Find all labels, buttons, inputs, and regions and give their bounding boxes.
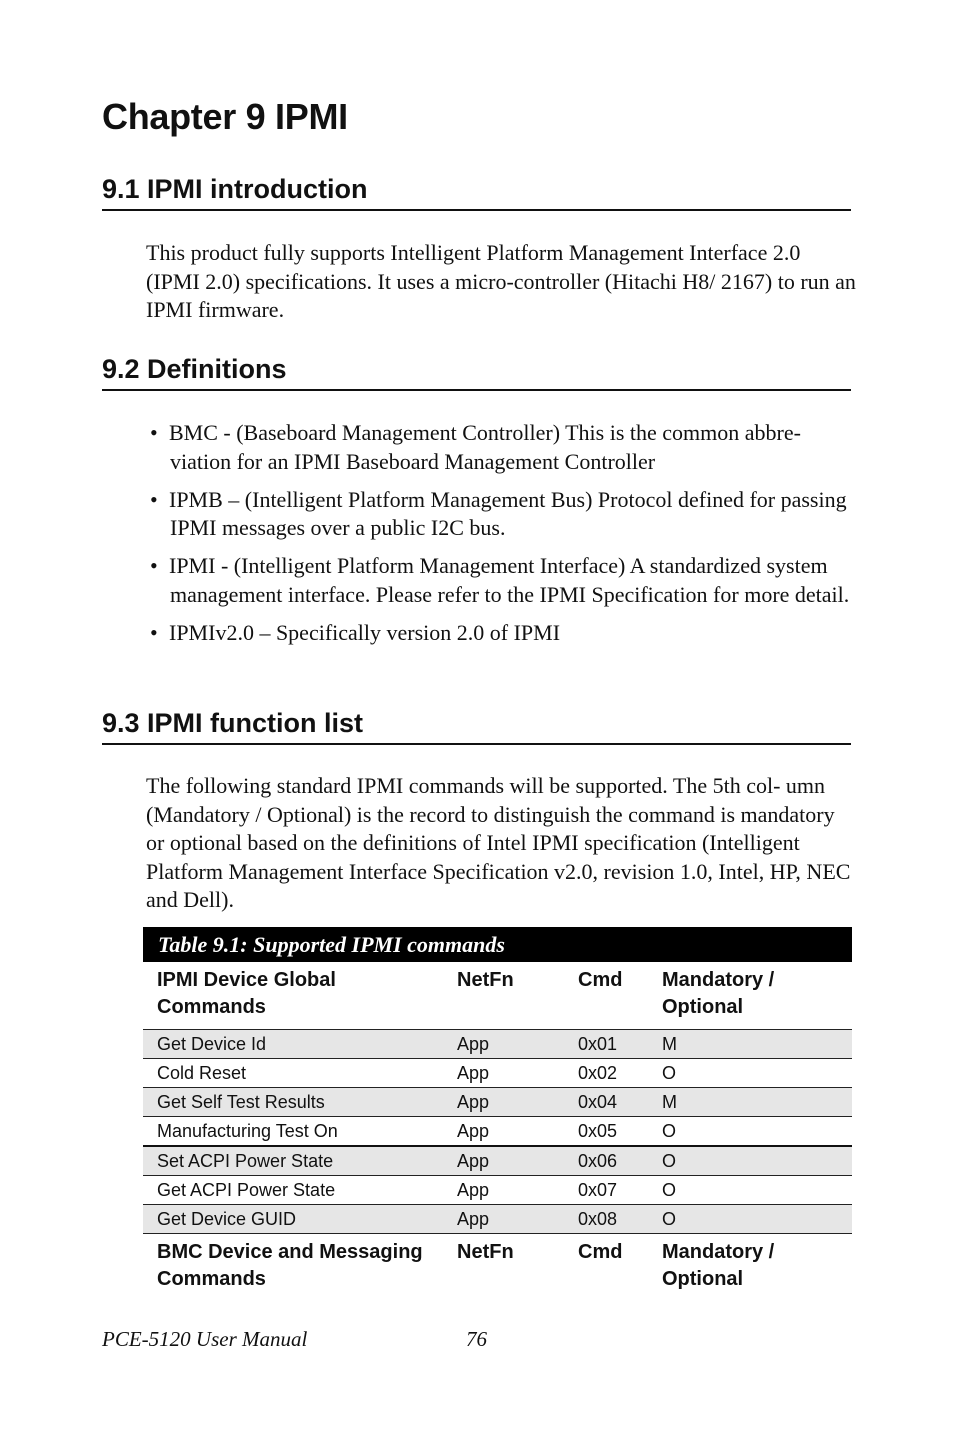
bullet-icon: •: [150, 486, 158, 512]
chapter-title: Chapter 9 IPMI: [102, 96, 348, 137]
command-name: Manufacturing Test On: [143, 1117, 443, 1147]
bullet-icon: •: [150, 620, 158, 646]
mandatory-value: M: [648, 1088, 852, 1117]
function-list-paragraph: The following standard IPMI commands will be supported. The 5th col- umn (Mandatory / Optional) is the record to distinguish the command is mandatory or optional based on the definitions of Intel IPMI specification (Intelligent Platform Management Interface Specification v2.0, revision 1.0, Intel, HP, NEC and Dell).: [146, 773, 851, 913]
footer-manual-title: PCE-5120 User Manual: [102, 1327, 308, 1351]
command-name: Cold Reset: [143, 1059, 443, 1088]
section-heading-definitions: 9.2 Definitions: [102, 352, 851, 391]
cmd-value: 0x02: [564, 1059, 648, 1088]
netfn-value: App: [443, 1205, 564, 1234]
command-name: Get Device GUID: [143, 1205, 443, 1234]
cmd-value: 0x01: [564, 1030, 648, 1059]
mandatory-value: O: [648, 1146, 852, 1176]
column-header-commands: BMC Device and Messaging Commands: [157, 1241, 423, 1290]
netfn-value: App: [443, 1059, 564, 1088]
table-row: [143, 1117, 852, 1147]
definition-item: [146, 619, 858, 648]
column-header-netfn: NetFn: [457, 969, 514, 991]
netfn-value: App: [443, 1146, 564, 1176]
table-subheader-row: [143, 1234, 852, 1302]
definition-text: BMC - (Baseboard Management Controller) This is the common abbre- viation for an IPMI Baseboard Management Controller: [169, 420, 801, 474]
definition-text: IPMB – (Intelligent Platform Management Bus) Protocol defined for passing IPMI messages over a public I2C bus.: [169, 486, 847, 541]
netfn-value: App: [443, 1088, 564, 1117]
footer-page-number: 76: [466, 1327, 487, 1351]
mandatory-value: O: [648, 1059, 852, 1088]
column-header-mandatory: Mandatory / Optional: [662, 969, 775, 1018]
definition-item: [146, 552, 858, 609]
column-header-cmd: Cmd: [578, 1241, 623, 1263]
column-header-netfn: NetFn: [457, 1241, 514, 1263]
mandatory-value: M: [648, 1030, 852, 1059]
netfn-value: App: [443, 1030, 564, 1059]
table-row: [143, 1146, 852, 1176]
column-header-mandatory: Mandatory / Optional: [662, 1241, 775, 1290]
table-row: [143, 1030, 852, 1059]
column-header-commands: IPMI Device Global Commands: [157, 969, 336, 1018]
mandatory-value: O: [648, 1117, 852, 1147]
command-name: Get ACPI Power State: [143, 1176, 443, 1205]
netfn-value: App: [443, 1176, 564, 1205]
column-header-cmd: Cmd: [578, 969, 623, 991]
mandatory-value: O: [648, 1205, 852, 1234]
section-heading-ipmi-introduction: 9.1 IPMI introduction: [102, 172, 851, 211]
definitions-list: [146, 419, 858, 657]
cmd-value: 0x04: [564, 1088, 648, 1117]
definition-text: IPMIv2.0 – Specifically version 2.0 of IPMI: [169, 620, 561, 646]
definition-text: IPMI - (Intelligent Platform Management Interface) A standardized system management interface. Please refer to the IPMI Specification for more detail.: [169, 553, 850, 607]
bullet-icon: •: [150, 553, 158, 579]
table-row: [143, 1059, 852, 1088]
section-heading-function-list: 9.3 IPMI function list: [102, 706, 851, 745]
table-row: [143, 1205, 852, 1234]
mandatory-value: O: [648, 1176, 852, 1205]
definition-item: [146, 486, 858, 543]
table-row: [143, 1176, 852, 1205]
command-name: Get Device Id: [143, 1030, 443, 1059]
cmd-value: 0x06: [564, 1146, 648, 1176]
cmd-value: 0x08: [564, 1205, 648, 1234]
intro-paragraph: This product fully supports Intelligent Platform Management Interface 2.0 (IPMI 2.0) specifications. It uses a micro-controller (Hitachi H8/ 2167) to run an IPMI firmware.: [146, 240, 856, 323]
table-header-row: [143, 962, 852, 1030]
table-caption: Table 9.1: Supported IPMI commands: [143, 927, 852, 962]
bullet-icon: •: [150, 420, 158, 445]
command-name: Get Self Test Results: [143, 1088, 443, 1117]
definition-item: [146, 419, 858, 476]
cmd-value: 0x05: [564, 1117, 648, 1147]
netfn-value: App: [443, 1117, 564, 1147]
command-name: Set ACPI Power State: [143, 1146, 443, 1176]
cmd-value: 0x07: [564, 1176, 648, 1205]
supported-commands-table: [143, 927, 852, 1301]
table-row: [143, 1088, 852, 1117]
